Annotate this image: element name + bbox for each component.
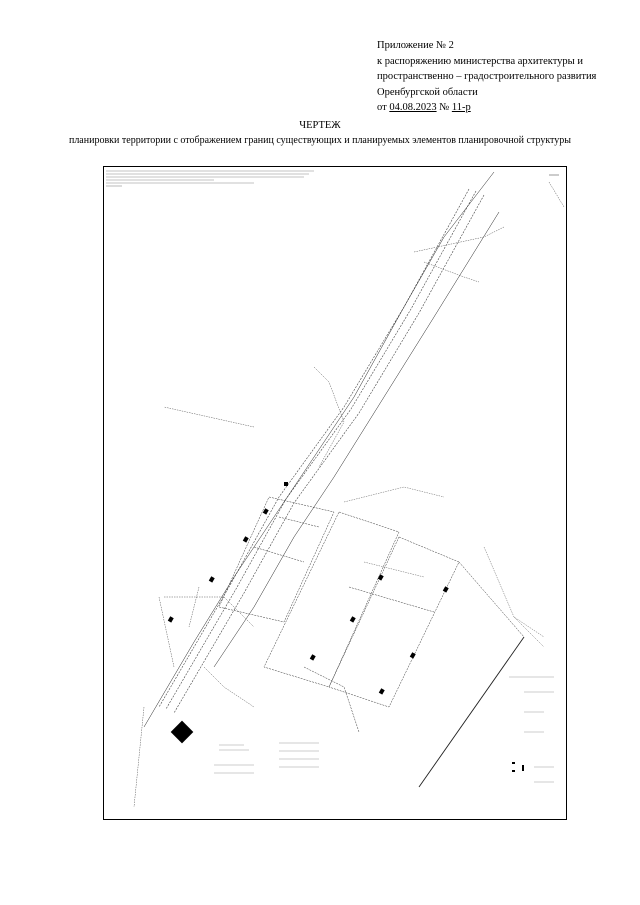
legend-lines xyxy=(214,743,319,773)
appendix-line-3: пространственно – градостроительного развития xyxy=(377,71,597,82)
block-c-boundary xyxy=(419,637,524,787)
drawing-stamp-lines xyxy=(106,171,314,186)
right-small-marks xyxy=(512,762,524,772)
right-notes xyxy=(509,677,554,782)
appendix-block xyxy=(377,38,627,116)
date-prefix: от xyxy=(377,102,387,113)
planning-drawing xyxy=(103,166,567,820)
appendix-date-line xyxy=(377,100,627,116)
east-branches xyxy=(344,487,544,647)
appendix-line-4: Оренбургской области xyxy=(377,86,478,98)
document-title: ЧЕРТЕЖ xyxy=(299,120,341,131)
document-date: 04.08.2023 xyxy=(389,102,437,113)
document-number: 11-р xyxy=(451,102,471,113)
site-markers xyxy=(168,482,449,695)
road-corridor xyxy=(159,189,484,713)
planning-block-c xyxy=(329,537,524,787)
number-prefix: № xyxy=(439,102,450,113)
west-lanes xyxy=(134,587,254,807)
appendix-line-2: к распоряжению министерства архитектуры и xyxy=(377,55,583,67)
upper-branch xyxy=(164,182,564,467)
document-subtitle: планировки территории с отображением границ существующих и планируемых элементов планировочной структуры xyxy=(68,135,572,146)
substation-marker xyxy=(171,721,194,744)
drawing-canvas xyxy=(104,167,566,819)
appendix-line-1: Приложение № 2 xyxy=(377,40,454,51)
document-title-block xyxy=(0,118,640,148)
